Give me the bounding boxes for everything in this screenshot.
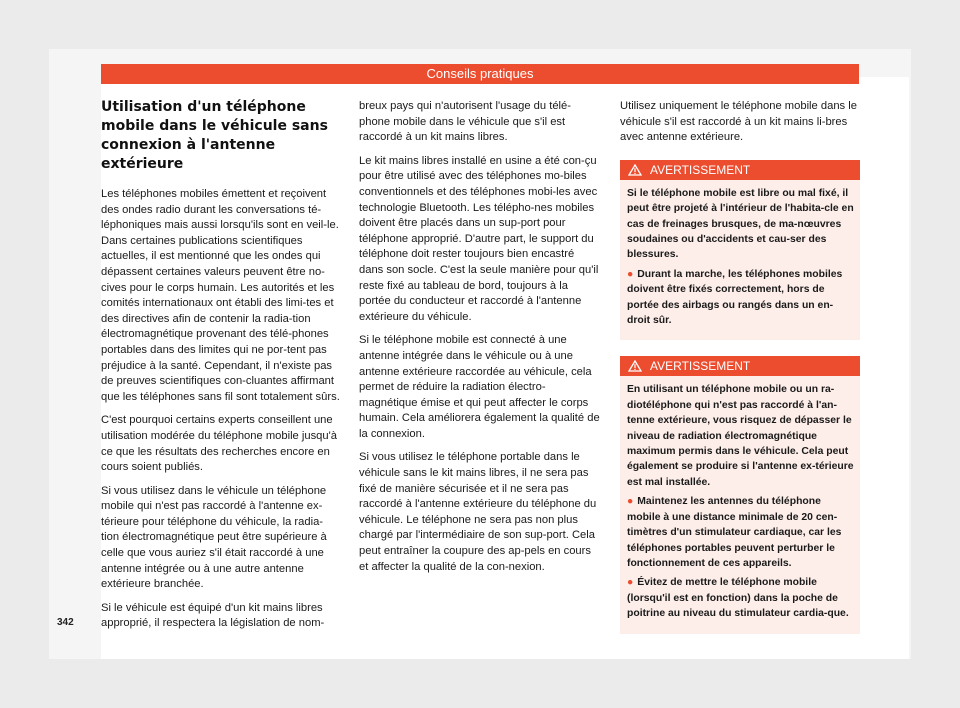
column-2	[359, 99, 601, 583]
paragraph: Utilisez uniquement le téléphone mobile dans le véhicule s'il est raccordé à un kit mains li-bres avec antenne extérieure.	[620, 100, 857, 144]
paragraph: Si vous utilisez dans le véhicule un téléphone mobile qui n'est pas raccordé à l'antenne ex-térieure pour téléphone du véhicule, la radia-tion électromagnétique peut être supérieure à celle que vous auriez s'il était raccordé à une antenne intégrée ou à une autre antenne extérieure branchée.	[101, 484, 327, 591]
warning-label: AVERTISSEMENT	[650, 359, 751, 374]
warning-triangle-icon	[628, 360, 642, 372]
paragraph: breux pays qui n'autorisent l'usage du télé-phone mobile dans le véhicule que s'il est raccordé à un kit mains libres.	[359, 100, 571, 144]
paragraph: Si vous utilisez le téléphone portable dans le véhicule sans le kit mains libres, il ne sera pas fixé de manière sécurisée et il ne sera pas raccordé à l'antenne extérieure du téléphone du véhicule. Le téléphone ne sera pas non plus chargé par l'intermédiaire de son sup-port. Cela peut entraîner la coupure des ap-pels en cours et affecter la qualité de la con-nexion.	[359, 451, 597, 573]
warning-body	[620, 376, 860, 633]
paragraph: Si le véhicule est équipé d'un kit mains libres approprié, il respectera la législation de nom-	[101, 601, 325, 630]
warning-intro: Si le téléphone mobile est libre ou mal fixé, il peut être projeté à l'intérieur de l'habita-cle en cas de freinages brusques, de ma-nœuvres soudaines ou d'accidents et cau-ser des blessures.	[627, 187, 854, 261]
warning-bullet: ● Maintenez les antennes du téléphone mobile à une distance minimale de 20 cen-timètres d'un stimulateur cardiaque, car les téléphones portables peuvent perturber le fonctionnement de ces appareils.	[627, 496, 842, 569]
page-number: 342	[57, 617, 74, 628]
warning-box-2	[620, 356, 860, 633]
article-title: Utilisation d'un téléphone mobile dans le véhicule sans connexion à l'antenne extérieure	[101, 99, 328, 172]
section-header: Conseils pratiques	[101, 64, 859, 84]
warning-box-1	[620, 160, 860, 341]
bullet-dot: ●	[627, 496, 634, 508]
paragraph: Si le téléphone mobile est connecté à une antenne intégrée dans le véhicule ou à une antenne extérieure raccordée au véhicule, cela permet de réduire la radiation électro-magnétique émise et qui peut affecter le corps humain. Cela améliorera également la qualité de la connexion.	[359, 334, 600, 440]
paragraph: Les téléphones mobiles émettent et reçoivent des ondes radio durant les conversations té-léphoniques mais aussi lorsqu'ils sont en veil-le. Dans certaines publications scientifiques actuelles, il est mentionné que les ondes qui dépassent certaines valeurs peuvent être no-cives pour le corps humain. Les autorités et les comités internationaux ont établi des limi-tes et des directives afin de contenir la radia-tion électromagnétique provenant des télé-phones portables dans des limites qui ne por-tent pas préjudice à la santé. Cependant, il n'existe pas de preuves scientifiques con-cluantes affirmant que les téléphones sans fil sont totalement sûrs.	[101, 188, 340, 403]
warning-header	[620, 356, 860, 376]
paragraph: C'est pourquoi certains experts conseillent une utilisation modérée du téléphone mobile jusqu'à ce que les résultats des recherches encore en cours soient publiés.	[101, 414, 337, 474]
column-1	[101, 98, 341, 640]
warning-intro: En utilisant un téléphone mobile ou un ra-diotéléphone qui n'est pas raccordé à l'an-tenne extérieure, vous risquez de dépasser le niveau de radiation électromagnétique maximum permis dans le véhicule. Cela peut également se produire si l'antenne ex-térieure est mal installée.	[627, 384, 854, 488]
bullet-dot: ●	[627, 577, 634, 589]
paragraph: Le kit mains libres installé en usine a été con-çu pour être utilisé avec des téléphones mo-biles conventionnels et des téléphones mobi-les avec technologie Bluetooth. Les télépho-nes mobiles doivent être placés dans un sup-port pour téléphone approprié. D'autre part, le support du téléphone doit rester toujours bien encastré dans son socle. C'est la seule manière pour qu'il reste fixé au tableau de bord, toujours à la portée du conducteur et raccordé à l'antenne extérieure du véhicule.	[359, 154, 599, 323]
warning-header	[620, 160, 860, 180]
warning-body	[620, 180, 860, 341]
bullet-dot: ●	[627, 268, 634, 280]
warning-triangle-icon	[628, 164, 642, 176]
warning-bullet: ● Durant la marche, les téléphones mobiles doivent être fixés correctement, hors de portée des airbags ou rangés dans un en-droit sûr.	[627, 268, 843, 327]
warning-bullet: ● Évitez de mettre le téléphone mobile (lorsqu'il est en fonction) dans la poche de poitrine au niveau du stimulateur cardia-que.	[627, 577, 849, 620]
warning-label: AVERTISSEMENT	[650, 162, 751, 177]
column-3	[620, 99, 860, 634]
